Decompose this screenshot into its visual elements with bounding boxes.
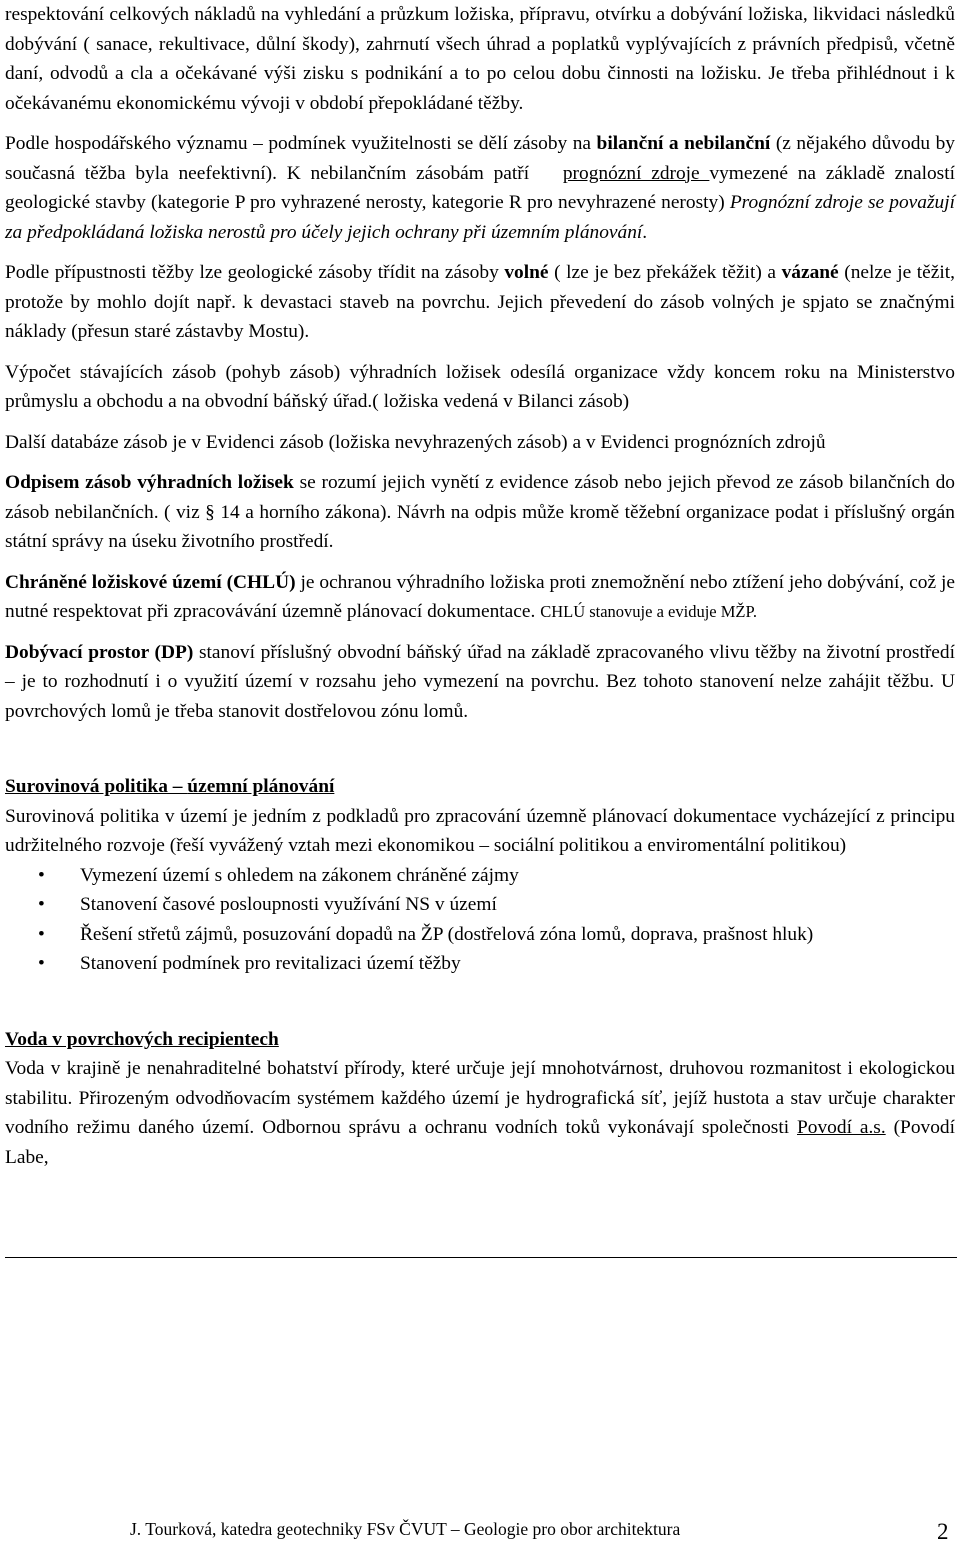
paragraph-calculation: Výpočet stávajících zásob (pohyb zásob) výhradních ložisek odesílá organizace vždy koncem roku na Ministerstvo průmyslu a obchodu a na obvodní báňský úřad.( ložiska vedená v Bilanci zásob) (5, 361, 955, 412)
paragraph-chlu: Chráněné ložiskové území (CHLÚ) je ochranou výhradního ložiska proti znemožnění nebo ztížení jeho dobývání, což je nutné respektovat při zpracovávání územně plánovací dokumentace. CHLÚ stanovuje a eviduje MŽP. (5, 571, 955, 622)
term-bound: vázané (781, 262, 839, 283)
link-povodi[interactable]: Povodí a.s. (797, 1117, 886, 1138)
page-footer: J. Tourková, katedra geotechniky FSv ČVUT – Geologie pro obor architektura (130, 1519, 681, 1539)
list-item: • Vymezení území s ohledem na zákonem chráněné zájmy (5, 861, 955, 891)
list-item: • Řešení střetů zájmů, posuzování dopadů na ŽP (dostřelová zóna lomů, doprava, prašnost hluk) (5, 920, 955, 950)
paragraph-free-bound: Podle přípustnosti těžby lze geologické zásoby třídit na zásoby volné ( lze je bez překážek těžit) a vázané (nelze je těžit, protože by mohlo dojít např. k devastaci staveb na povrchu. Jejich převedení do zásob volných je spjato se značnými náklady (přesun staré zástavby Mostu). (5, 262, 955, 342)
term-writeoff: Odpisem zásob výhradních ložisek (5, 472, 294, 493)
page-number: 2 (937, 1519, 949, 1544)
paragraph-dp: Dobývací prostor (DP) stanoví příslušný obvodní báňský úřad na základě zpracovaného vlivu těžby na životní prostředí – je to rozhodnutí i o využití území v rozsahu jeho vymezení na povrchu. Bez tohoto stanovení nelze zahájit těžbu. U povrchových lomů je třeba stanovit dostřelovou zónu lomů. (5, 641, 955, 722)
bullet-icon: • (38, 894, 45, 915)
list-item: • Stanovení časové posloupnosti využívání NS v území (5, 890, 955, 920)
divider (5, 1257, 957, 1258)
paragraph-raw-material-policy: Surovinová politika v území je jedním z podkladů pro zpracování územně plánovací dokumentace vycházející z principu udržitelného rozvoje (řeší vyvážený vztah mezi ekonomikou – sociální politikou a enviromentální politikou) (5, 805, 955, 856)
term-prognostic: prognózní zdroje (562, 162, 710, 184)
heading-surface-water: Voda v povrchových recipientech (5, 1028, 279, 1050)
term-dp: Dobývací prostor (DP) (5, 641, 194, 663)
bullet-icon: • (38, 923, 45, 945)
heading-raw-material-policy: Surovinová politika – územní plánování (5, 776, 335, 797)
term-chlu: Chráněné ložiskové území (CHLÚ) (5, 571, 296, 593)
list-item: • Stanovení podmínek pro revitalizaci území těžby (5, 949, 955, 979)
paragraph-database: Další databáze zásob je v Evidenci zásob (ložiska nevyhrazených zásob) a v Evidenci prognózních zdrojů (5, 431, 826, 453)
paragraph-writeoff: Odpisem zásob výhradních ložisek se rozumí jejich vynětí z evidence zásob nebo jejich převod ze zásob bilančních do zásob nebilančních. ( viz § 14 a horního zákona). Návrh na odpis může kromě těžební organizace podat i příslušný orgán státní správy na úseku životního prostředí. (5, 472, 955, 552)
term-free: volné (504, 262, 549, 283)
bullet-list (5, 861, 955, 979)
bullet-icon: • (38, 953, 45, 974)
bullet-icon: • (38, 864, 45, 886)
paragraph-surface-water: Voda v krajině je nenahraditelné bohatství přírody, které určuje její mnohotvárnost, druhovou rozmanitost i ekologickou stabilitu. Přirozeným odvodňovacím systémem každého území je hydrografická síť, jejíž hustota a stav určuje charakter vodního režimu daného území. Odbornou správu a ochranu vodních toků vykonávají společnosti Povodí a.s. (Povodí Labe, (5, 1058, 955, 1168)
paragraph-balance-reserves: Podle hospodářského významu – podmínek využitelnosti se dělí zásoby na bilanční a nebilanční (z nějakého důvodu by současná těžba byla neefektivní). K nebilančním zásobám patří prognózní zdroje vymezené na základě znalostí geologické stavby (kategorie P pro vyhrazené nerosty, kategorie R pro nevyhrazené nerosty) Prognózní zdroje se považují za předpokládaná ložiska nerostů pro účely jejich ochrany při územním plánování. (5, 133, 955, 243)
paragraph-costs: respektování celkových nákladů na vyhledání a průzkum ložiska, přípravu, otvírku a dobývání ložiska, likvidaci následků dobývání ( sanace, rekultivace, důlní škody), zahrnutí všech úhrad a poplatků vyplývajících z právních předpisů, včetně daní, odvodů a cla a očekávané výši zisku s podnikání a to po celou dobu činnosti na ložisku. Je třeba přihlédnout i k očekávanému ekonomickému vývoji v období přepokládané těžby. (5, 4, 955, 114)
term-balance: bilanční a nebilanční (596, 133, 771, 154)
document-page (5, 0, 955, 1172)
